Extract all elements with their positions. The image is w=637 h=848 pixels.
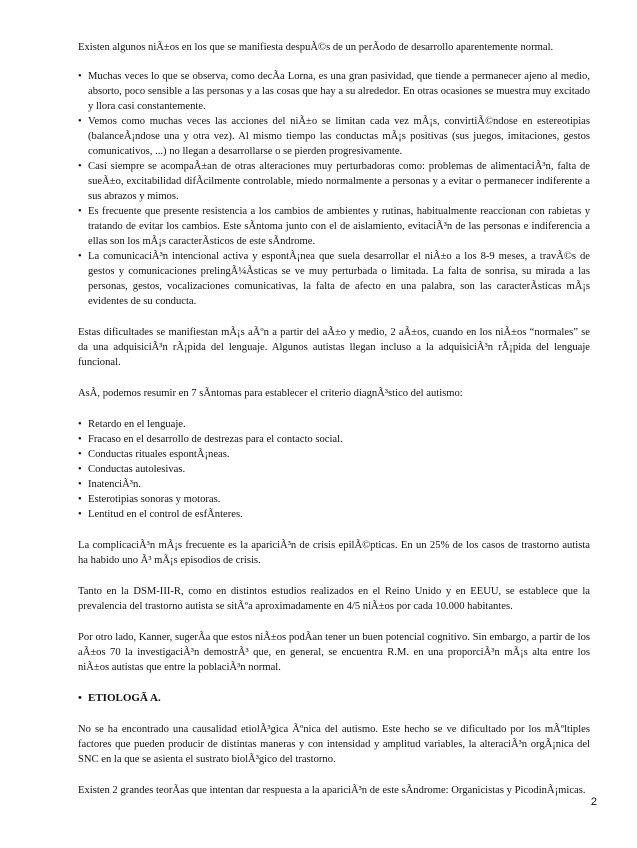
theories-paragraph: Existen 2 grandes teorÃas que intentan dar respuesta a la apariciÃ³n de este sÃndrome: Organicistas y PicodinÃ¡micas. — [78, 785, 586, 796]
list-item: • Lentitud en el control de esfÃnteres. — [78, 507, 590, 522]
kanner-paragraph: Por otro lado, Kanner, sugerÃa que estos niÃ±os podÃan tener un buen potencial cognitivo. Sin embargo, a partir de los aÃ±os 70 la investigaciÃ³n demostrÃ³ que, en general, se encuentra R.M. en una proporciÃ³n mÃ¡s alta entre los niÃ±os autistas que entre la poblaciÃ³n normal. — [78, 632, 590, 673]
page-number: 2 — [590, 796, 597, 808]
list-item: • Conductas rituales espontÃ¡neas. — [78, 447, 590, 462]
document-body — [78, 40, 590, 798]
diagnostic-criteria-list — [78, 417, 590, 522]
list-item: • Fracaso en el desarrollo de destrezas para el contacto social. — [78, 432, 590, 447]
language-paragraph: Estas dificultades se manifiestan mÃ¡s aÃºn a partir del aÃ±o y medio, 2 aÃ±os, cuando en los niÃ±os “normales” se da una adquisiciÃ³n rÃ¡pida del lenguaje. Algunos autistas llegan incluso a la adquisiciÃ³n rÃ¡pida del lenguaje funcional. — [78, 327, 590, 368]
list-item: • Casi siempre se acompaÃ±an de otras alteraciones muy perturbadoras como: problemas de alimentaciÃ³n, falta de sueÃ±o, excitabilidad difÃcilmente controlable, miedo normalmente a personas y a evitar o permanecer indiferente a sus abrazos y mimos. — [78, 159, 590, 204]
list-item: • Esterotipias sonoras y motoras. — [78, 492, 590, 507]
complication-paragraph: La complicaciÃ³n mÃ¡s frecuente es la apariciÃ³n de crisis epilÃ©pticas. En un 25% de los casos de trastorno autista ha habido uno Ã³ mÃ¡s episodios de crisis. — [78, 540, 590, 566]
section-heading-list — [78, 691, 590, 706]
list-item: • La comunicaciÃ³n intencional activa y espontÃ¡nea que suela desarrollar el niÃ±o a los 8-9 meses, a travÃ©s de gestos y comunicaciones prelingÃ¼Ãsticas se ve muy perturbada o limitada. La falta de sonrisa, su mirada a las personas, gestos, vocalizaciones comunicativas, la falta de afecto en una palabra, son las caracterÃsticas mÃ¡s evidentes de su conducta. — [78, 249, 590, 309]
list-item: • InatenciÃ³n. — [78, 477, 590, 492]
list-item: • Es frecuente que presente resistencia a los cambios de ambientes y rutinas, habitualmente reaccionan con rabietas y tratando de evitar los cambios. Este sÃntoma junto con el de aislamiento, evitaciÃ³n de las personas e indiferencia a ellas son los mÃ¡s caracterÃsticos de este sÃndrome. — [78, 204, 590, 249]
prevalence-paragraph: Tanto en la DSM-III-R, como en distintos estudios realizados en el Reino Unido y en EEUU, se establece que la prevalencia del trastorno autista se sitÃºa aproximadamente en 4/5 niÃ±os por cada 10.000 habitantes. — [78, 586, 590, 612]
intro-paragraph: Existen algunos niÃ±os en los que se manifiesta despuÃ©s de un perÃodo de desarrollo aparentemente normal. — [78, 42, 554, 53]
list-item: • Vemos como muchas veces las acciones del niÃ±o se limitan cada vez mÃ¡s, convirtiÃ©ndose en estereotipias (balanceÃ¡ndose una y otra vez). Al mismo tiempo las conductas mÃ¡s positivas (sus juegos, imitaciones, gestos comunicativos, ...) no llegan a desarrollarse o se pierden progresivamente. — [78, 114, 590, 159]
list-item: • Retardo en el lenguaje. — [78, 417, 590, 432]
etiology-paragraph: No se ha encontrado una causalidad etiolÃ³gica Ãºnica del autismo. Este hecho se ve dificultado por los mÃºltiples factores que pueden producir de distintas maneras y con intensidad y amplitud variables, la alteraciÃ³n orgÃ¡nica del SNC en la que se asienta el sustrato biolÃ³gico del trastorno. — [78, 724, 590, 765]
list-item: • Conductas autolesivas. — [78, 462, 590, 477]
summary-paragraph: AsÃ, podemos resumir en 7 sÃntomas para establecer el criterio diagnÃ³stico del autismo: — [78, 388, 463, 399]
list-item: • Muchas veces lo que se observa, como decÃa Lorna, es una gran pasividad, que tiende a permanecer ajeno al medio, absorto, poco sensible a las personas y a las cosas que hay a su alrededor. En otras ocasiones se muestra muy excitado y llora casi constantemente. — [78, 69, 590, 114]
symptom-description-list — [78, 69, 590, 309]
section-heading: • ETIOLOGÃ A. — [78, 691, 590, 706]
